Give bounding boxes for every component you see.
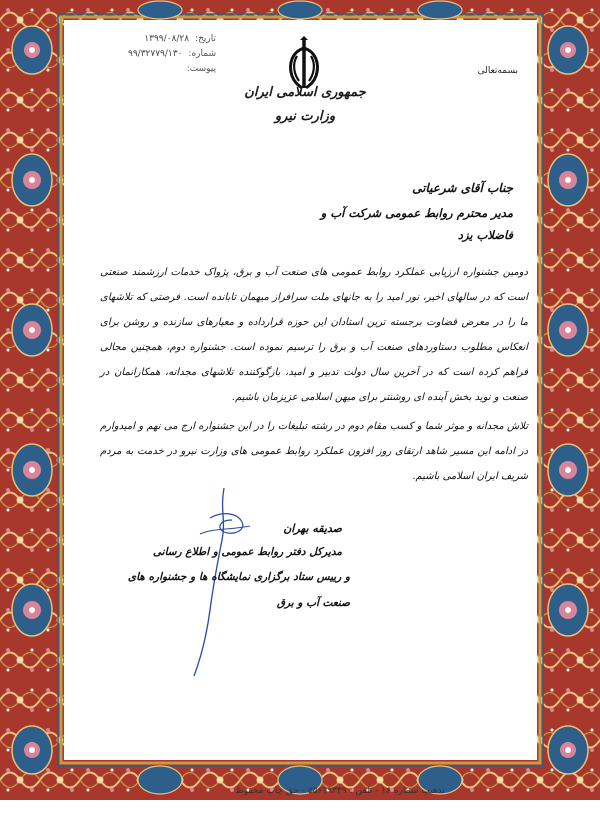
org-country: جمهوری اسلامی ایران (244, 85, 366, 100)
letter-body (100, 260, 528, 489)
meta-date (86, 32, 216, 47)
organization-name (240, 84, 370, 128)
meta-date-label: تاریخ: (195, 34, 216, 44)
meta-number-label: شماره: (188, 49, 216, 59)
org-ministry: وزارت نیرو (274, 109, 336, 124)
recipient-title: مدیر محترم روابط عمومی شرکت آب و فاضلاب یزد (320, 206, 513, 242)
body-paragraph-2: تلاش مجدانه و موثر شما و کسب مقام دوم در رشته تبلیغات را در این جشنواره ارج می نهم و امیدوارم در ادامه این مسیر شاهد ارتقای روز افزون عملکرد روابط عمومی های وزارت نیرو در خدمت به مردم شریف ایران اسلامی باشیم. (100, 421, 528, 482)
signatory-name: صدیقه بهران (283, 522, 342, 535)
meta-number (86, 47, 216, 62)
recipient-name: جناب آقای شرعیاتی (412, 181, 513, 195)
meta-attachment (86, 62, 216, 77)
recipient-block (300, 176, 513, 246)
meta-attachment-label: پیوست: (186, 64, 216, 74)
signature-block (120, 518, 350, 616)
meta-number-value: ۹۹/۳۲۷۷۹/۱۳۰ (128, 49, 183, 59)
signatory-title-1: مدیرکل دفتر روابط عمومی و اطلاع رسانی (152, 546, 342, 558)
body-paragraph-1: دومین جشنواره ارزیابی عملکرد روابط عمومی های صنعت آب و برق، پژواک خدمات ارزشمند صنعتی است که در سالهای اخیر، نور امید را به جانهای ملت سرافراز میهمان تابانده است. فرصتی که تلاشهای ما را در معرض قضاوت برجسته ترین استادان این حوزه قرارداده و معیارهای سازنده و روشن برای انعکاس مطلوب دستاوردهای صنعت آب و برق را ترسیم نموده است. جشنواره دوم، همچنین مجالی فراهم کرده است که در آخرین سال دولت تدبیر و امید، بازگوکننده تلاشهای مجدانه، همکارانمان در صنعت و نوید بخش آینده ای روشنتر برای میهن اسلامی عزیزمان باشیم. (100, 267, 528, 403)
basmala: بسمه‌تعالی (477, 66, 518, 76)
letter-meta (86, 32, 216, 77)
meta-date-value: ۱۳۹۹/۰۸/۲۸ (144, 34, 190, 44)
signatory-title-2: و رییس ستاد برگزاری نمایشگاه ها و جشنواره های صنعت آب و برق (127, 571, 350, 609)
print-footer: تذهیب شماره ۱۶ - تلفن : ۵۵۶۱۹۳۴۹ - حق چاپ محفوظ (235, 786, 445, 796)
